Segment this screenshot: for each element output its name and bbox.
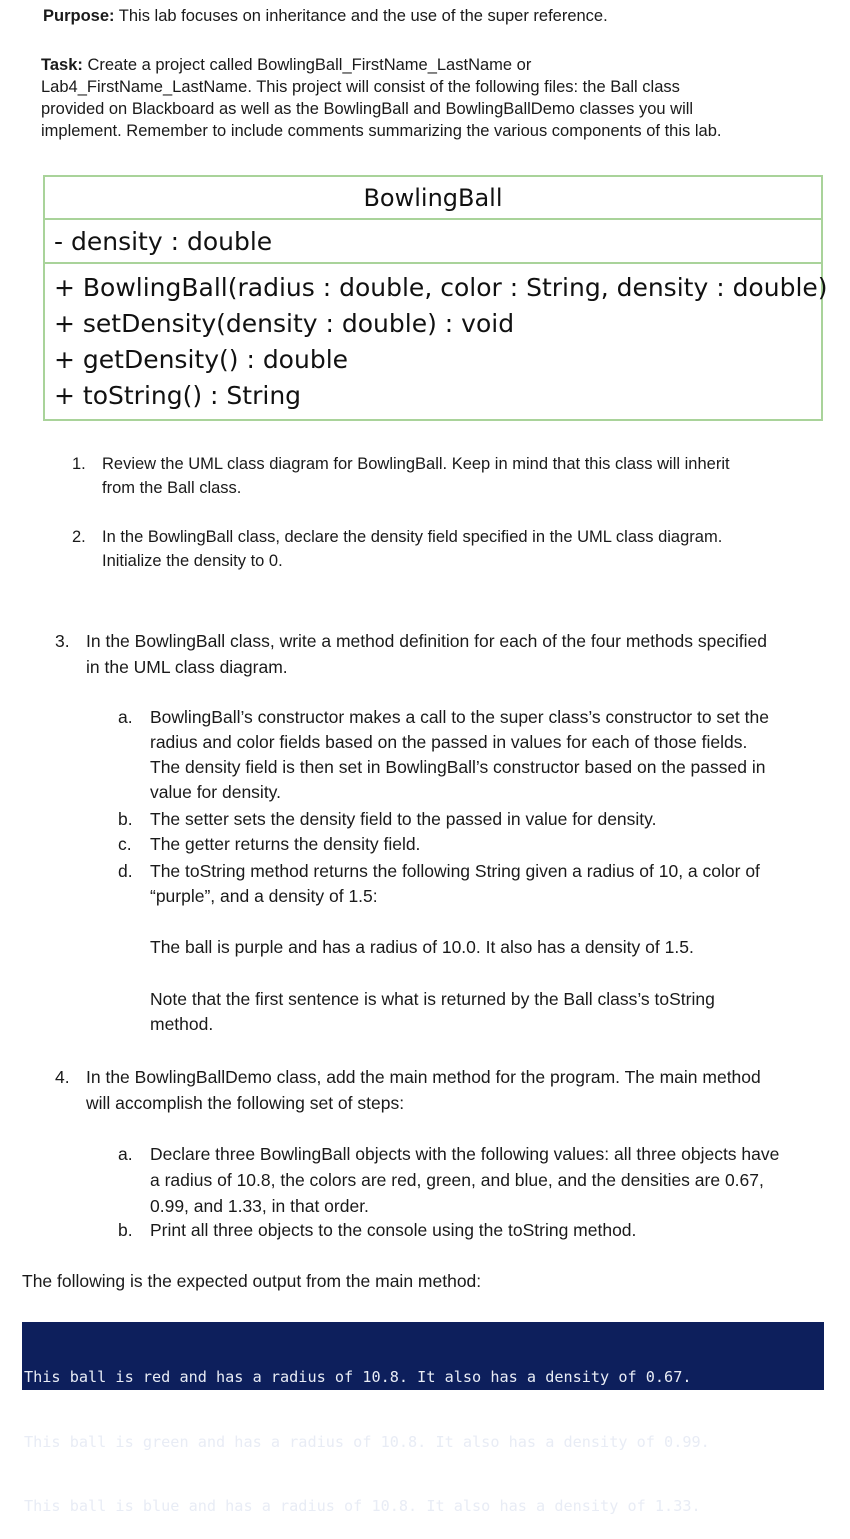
step-3b-text: The setter sets the density field to the passed in value for density. bbox=[150, 809, 657, 829]
step-4-text: In the BowlingBallDemo class, add the main method for the program. The main method will accomplish the following set of steps: bbox=[86, 1067, 761, 1113]
step-2-text: In the BowlingBall class, declare the density field specified in the UML class diagram. Initialize the density to 0. bbox=[102, 528, 723, 570]
step-4a-text: Declare three BowlingBall objects with the following values: all three objects have a radius of 10.8, the colors are red, green, and blue, and the densities are 0.67, 0.99, and 1.33, in that order. bbox=[150, 1144, 780, 1216]
uml-methods bbox=[45, 264, 828, 414]
step-2-number: 2. bbox=[72, 528, 86, 546]
purpose-label: Purpose: bbox=[43, 7, 115, 25]
step-3d-text: The toString method returns the following String given a radius of 10, a color of “purple”, and a density of 1.5: bbox=[150, 861, 760, 906]
step-3a-text: BowlingBall’s constructor makes a call to the super class’s constructor to set the radius and color fields based on the passed in values for each of those fields. The density field is then set in BowlingBall’s constructor based on the passed in value for density. bbox=[150, 707, 769, 802]
console-line: This ball is blue and has a radius of 10.8. It also has a density of 1.33. bbox=[24, 1497, 701, 1515]
step-1-text: Review the UML class diagram for BowlingBall. Keep in mind that this class will inherit from the Ball class. bbox=[102, 455, 730, 497]
step-3d-letter: d. bbox=[118, 861, 133, 881]
step-4a-letter: a. bbox=[118, 1144, 133, 1164]
purpose-text: This lab focuses on inheritance and the use of the super reference. bbox=[114, 7, 608, 25]
step-4b-letter: b. bbox=[118, 1220, 133, 1240]
uml-method: + getDensity() : double bbox=[54, 345, 349, 374]
console-output bbox=[22, 1322, 824, 1515]
task-line-1: Task: Create a project called BowlingBall_FirstName_LastName or bbox=[41, 56, 532, 74]
purpose-paragraph bbox=[43, 5, 608, 27]
task-line-4: implement. Remember to include comments summarizing the various components of this lab. bbox=[41, 122, 722, 140]
step-1-number: 1. bbox=[72, 455, 86, 473]
uml-field: - density : double bbox=[45, 220, 821, 264]
step-3-text: In the BowlingBall class, write a method definition for each of the four methods specified in the UML class diagram. bbox=[86, 631, 767, 677]
step-3c-letter: c. bbox=[118, 834, 132, 854]
step-4-number: 4. bbox=[55, 1067, 70, 1087]
task-paragraph bbox=[41, 54, 721, 142]
uml-method: + BowlingBall(radius : double, color : String, density : double) bbox=[54, 273, 828, 302]
uml-class-name: BowlingBall bbox=[45, 177, 821, 220]
console-line: This ball is green and has a radius of 10.8. It also has a density of 0.99. bbox=[24, 1432, 710, 1451]
task-line-2: Lab4_FirstName_LastName. This project will consist of the following files: the Ball class bbox=[41, 78, 680, 96]
console-line: This ball is red and has a radius of 10.8. It also has a density of 0.67. bbox=[24, 1368, 692, 1386]
uml-method: + setDensity(density : double) : void bbox=[54, 309, 515, 338]
step-3c-text: The getter returns the density field. bbox=[150, 834, 421, 854]
step-3b-letter: b. bbox=[118, 809, 133, 829]
tostring-note: Note that the first sentence is what is returned by the Ball class’s toString method. bbox=[150, 989, 715, 1034]
step-3a-letter: a. bbox=[118, 707, 133, 727]
step-3-number: 3. bbox=[55, 631, 70, 651]
step-4b-text: Print all three objects to the console using the toString method. bbox=[150, 1220, 637, 1240]
uml-class-diagram bbox=[43, 175, 828, 421]
uml-method: + toString() : String bbox=[54, 381, 302, 410]
expected-output-label: The following is the expected output from the main method: bbox=[22, 1271, 482, 1291]
task-line-3: provided on Blackboard as well as the BowlingBall and BowlingBallDemo classes you will bbox=[41, 100, 694, 118]
tostring-example: The ball is purple and has a radius of 10.0. It also has a density of 1.5. bbox=[150, 937, 694, 957]
task-label: Task: bbox=[41, 56, 83, 74]
